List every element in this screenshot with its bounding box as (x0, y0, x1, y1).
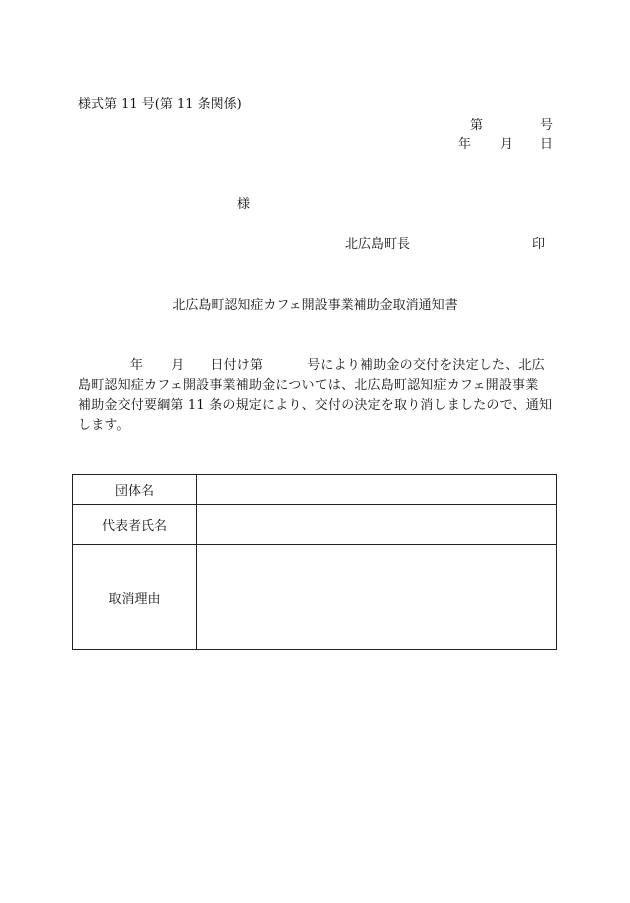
body-line-3: 補助金交付要綱第 11 条の規定により、交付の決定を取り消しましたので、通知 (78, 398, 553, 413)
org-name-value (197, 475, 557, 505)
notice-body (78, 356, 556, 436)
form-number-label: 様式第 11 号(第 11 条関係) (78, 97, 242, 112)
body-year: 年 (130, 358, 144, 373)
addressee-honorific: 様 (237, 197, 251, 212)
table-row (73, 505, 557, 545)
date-month-label: 月 (500, 137, 514, 152)
representative-name-label: 代表者氏名 (73, 505, 197, 545)
date-year-label: 年 (458, 137, 472, 152)
info-table (72, 474, 557, 650)
cancel-reason-label: 取消理由 (73, 545, 197, 650)
cancel-reason-value (197, 545, 557, 650)
date-day-label: 日 (540, 137, 554, 152)
number-suffix: 号 (540, 118, 554, 133)
body-dated: 日付け第 (210, 358, 264, 373)
number-prefix: 第 (470, 118, 484, 133)
table-row (73, 545, 557, 650)
issuer-name: 北広島町長 (345, 237, 411, 252)
body-line-4: します。 (78, 418, 130, 433)
document-title: 北広島町認知症カフェ開設事業補助金取消通知書 (172, 298, 458, 313)
table-row (73, 475, 557, 505)
body-month: 月 (171, 358, 185, 373)
seal-mark: 印 (532, 237, 546, 252)
body-line-1 (78, 356, 556, 376)
body-line1-rest: 号により補助金の交付を決定した、北広 (307, 358, 545, 373)
representative-name-value (197, 505, 557, 545)
org-name-label: 団体名 (73, 475, 197, 505)
body-line-2: 島町認知症カフェ開設事業補助金については、北広島町認知症カフェ開設事業 (78, 378, 539, 393)
